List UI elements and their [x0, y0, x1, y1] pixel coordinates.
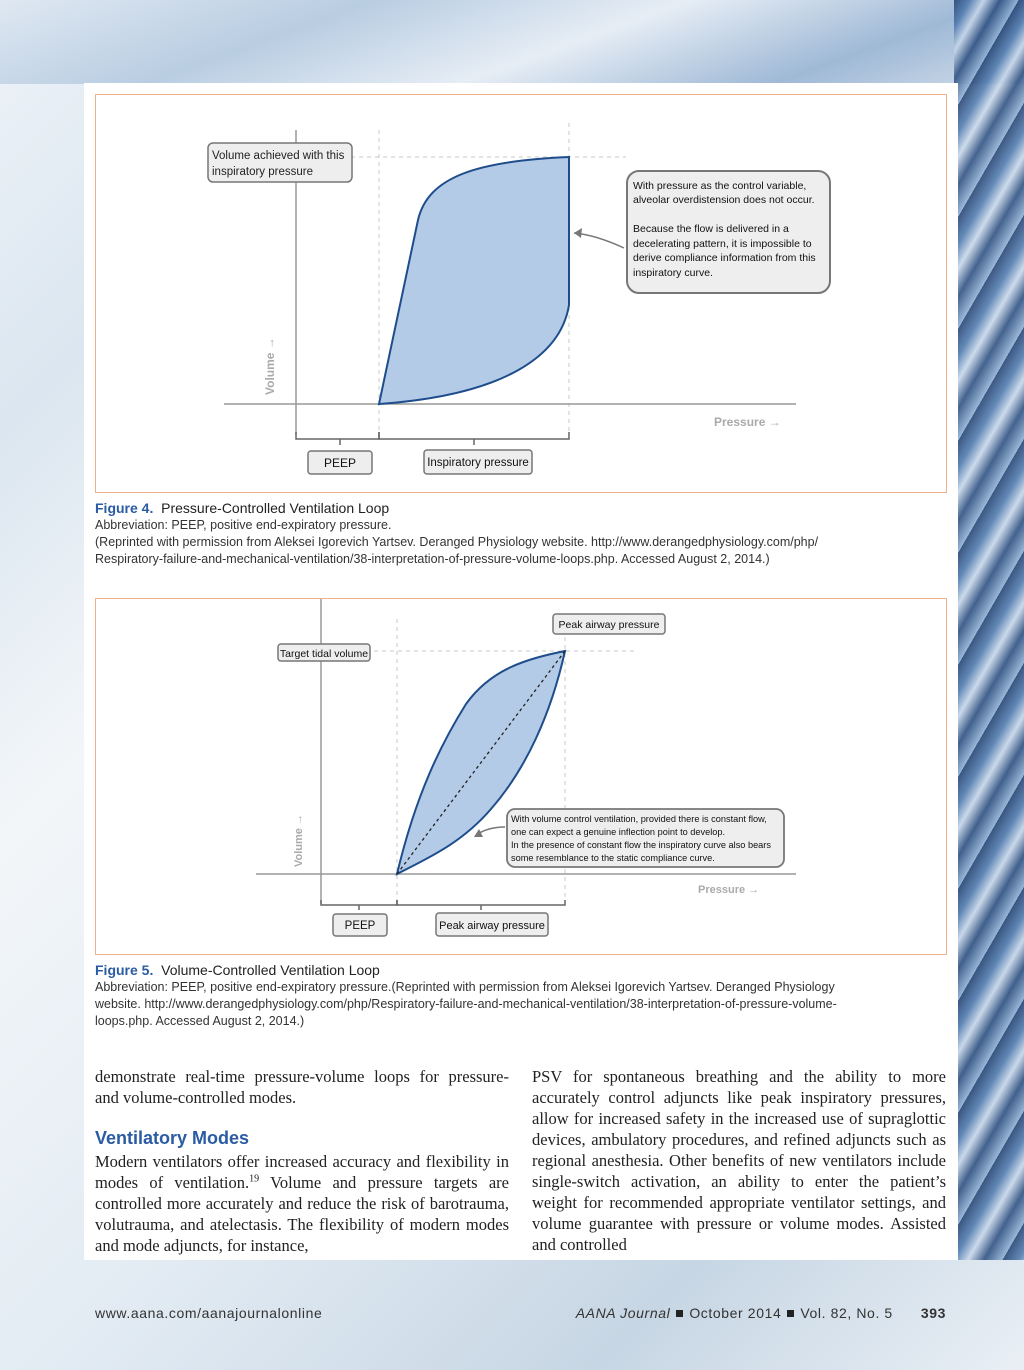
figure-5-diagram: [95, 598, 947, 955]
inspiratory-pressure-brace: [379, 432, 569, 445]
page-number: 393: [920, 1305, 946, 1321]
volume-axis-label: Volume →: [293, 814, 305, 867]
volume-achieved-line2: inspiratory pressure: [212, 166, 313, 178]
left-intro-paragraph: demonstrate real-time pressure-volume loops for pressure- and volume-controlled modes.: [95, 1067, 509, 1107]
figure-4-label: Figure 4.: [95, 500, 154, 516]
note-line4: decelerating pattern, it is impossible to: [633, 238, 812, 250]
left-column: [95, 1066, 509, 1256]
note-line6: inspiratory curve.: [633, 267, 713, 279]
pressure-axis-label: Pressure →: [714, 415, 781, 429]
paragraph-text-b: Volume and pressure targets are controlled more accurately and reduce the risk of barotrauma, volutrauma, and atelectasis. The flexibility of modern modes and mode adjuncts, for instance,: [95, 1173, 509, 1255]
figure-5-caption-line1: Abbreviation: PEEP, positive end-expiratory pressure.(Reprinted with permission from Aleksei Igorevich Yartsev. Deranged Physiology: [95, 980, 835, 994]
footer-journal-info: [576, 1305, 946, 1321]
separator-square: [787, 1310, 794, 1317]
note-line2: one can expect a genuine inflection point to develop.: [511, 827, 726, 837]
separator-square: [676, 1310, 683, 1317]
peep-label: PEEP: [323, 456, 357, 470]
volume-axis-label: Volume →: [263, 337, 277, 395]
note-line4: some resemblance to the static compliance curve.: [511, 853, 715, 863]
note-line5: derive compliance information from this: [633, 252, 816, 264]
issue-date: October 2014: [689, 1305, 782, 1321]
figure-5-caption-line3: loops.php. Accessed August 2, 2014.): [95, 1014, 305, 1028]
note-line3: Because the flow is delivered in a: [633, 223, 789, 235]
pressure-volume-loop: [379, 157, 569, 404]
note-line1: With pressure as the control variable,: [633, 180, 807, 192]
note-line2: alveolar overdistension does not occur.: [633, 194, 815, 206]
peak-airway-pressure-top-label: Peak airway pressure: [558, 619, 660, 631]
background-top-decoration: [0, 0, 1024, 84]
section-heading: Ventilatory Modes: [95, 1128, 250, 1148]
peak-airway-pressure-bottom-label: Peak airway pressure: [439, 920, 545, 932]
figure-5-label: Figure 5.: [95, 962, 154, 978]
inspiratory-pressure-label: Inspiratory pressure: [427, 457, 529, 469]
figure-4-abbreviation: Abbreviation: PEEP, positive end-expiratory pressure.: [95, 518, 392, 532]
figure-5-title: Volume-Controlled Ventilation Loop: [161, 962, 380, 978]
note-line1: With volume control ventilation, provided there is constant flow,: [511, 814, 767, 824]
volume-achieved-line1: Volume achieved with this: [212, 150, 345, 162]
figure-4-title: Pressure-Controlled Ventilation Loop: [161, 500, 390, 516]
figure-5-caption: [95, 962, 945, 1030]
journal-name: AANA Journal: [575, 1305, 671, 1321]
peep-brace: [296, 432, 379, 445]
figure-4-diagram: [95, 94, 947, 493]
note-pointer-arrowhead: [474, 829, 483, 837]
right-column: [532, 1066, 946, 1255]
volume-number: Vol. 82, No. 5: [800, 1305, 893, 1321]
figure-5-caption-line2: website. http://www.derangedphysiology.com/php/Respiratory-failure-and-mechanical-ventilation/38-interpretation-of-pressure-volume-: [95, 997, 837, 1011]
peep-label: PEEP: [344, 920, 376, 932]
citation-19: 19: [249, 1173, 260, 1185]
paragraph-text-a: Modern ventilators offer increased accuracy and flexibility in modes of ventilation.: [95, 1152, 509, 1192]
pressure-axis-label: Pressure →: [698, 884, 760, 896]
footer-url: www.aana.com/aanajournalonline: [95, 1305, 323, 1321]
ventilatory-modes-paragraph: [95, 1151, 509, 1256]
note-pointer-arrow: [574, 233, 624, 248]
peep-brace: [321, 900, 397, 910]
background-side-decoration: [954, 0, 1024, 1260]
figure-4-reprint-line1: (Reprinted with permission from Aleksei Igorevich Yartsev. Deranged Physiology website. http://www.derangedphysiology.com/php/: [95, 535, 819, 549]
figure-4-reprint-line2: Respiratory-failure-and-mechanical-ventilation/38-interpretation-of-pressure-volume-loops.php. Accessed August 2, 2014.): [95, 552, 770, 566]
right-paragraph: PSV for spontaneous breathing and the ability to more accurately control adjuncts like peak inspiratory pressures, allow for increased safety in the increased use of supraglottic devices, ambulatory procedures, and refined adjuncts such as regional anesthesia. Other benefits of new ventilators include single-switch activation, an ability to enter the patient’s weight for recommended appropriate ventilator settings, and volume guarantee with pressure or volume modes. Assisted and controlled: [532, 1067, 946, 1254]
figure-4-caption: [95, 500, 945, 568]
peak-airway-brace: [397, 900, 565, 910]
note-pointer-arrowhead: [574, 228, 582, 238]
target-tidal-volume-label: Target tidal volume: [279, 648, 369, 660]
note-line3: In the presence of constant flow the inspiratory curve also bears: [511, 840, 771, 850]
